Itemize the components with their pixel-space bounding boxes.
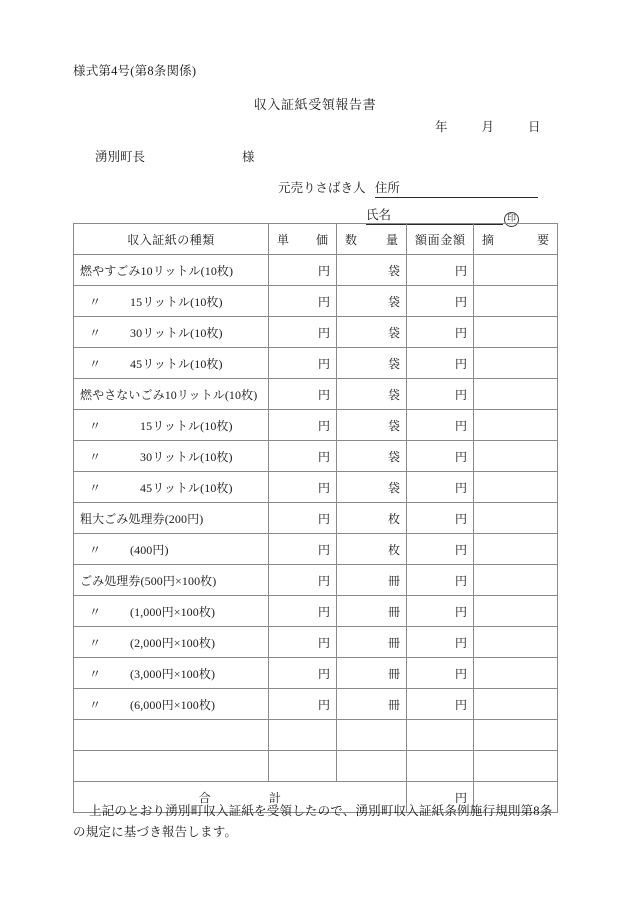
cell-unit-price[interactable]: 円 [269,317,337,348]
cell-face-amount[interactable]: 円 [407,689,474,720]
ditto-mark: 〃 [88,604,102,619]
form-number: 様式第4号(第8条関係) [73,64,197,78]
table-row [74,441,558,472]
cell-remarks[interactable] [474,286,558,317]
cell-quantity[interactable] [337,751,407,782]
cell-remarks[interactable] [474,472,558,503]
cell-kind [74,720,269,751]
cell-unit-price[interactable] [269,720,337,751]
ditto-mark: 〃 [88,480,102,495]
table-row [74,410,558,441]
table-row [74,503,558,534]
ditto-mark: 〃 [88,418,102,433]
cell-quantity[interactable]: 袋 [337,410,407,441]
table-row [74,627,558,658]
ditto-mark: 〃 [88,697,102,712]
seller-name-field[interactable] [366,205,503,225]
cell-unit-price[interactable]: 円 [269,410,337,441]
cell-remarks[interactable] [474,534,558,565]
header-face-amount: 額面金額 [407,224,474,255]
kind-label: 粗大ごみ処理券(200円) [80,511,204,526]
cell-kind [74,348,269,379]
cell-quantity[interactable]: 袋 [337,317,407,348]
cell-kind [74,658,269,689]
table-row [74,348,558,379]
cell-quantity[interactable]: 冊 [337,627,407,658]
cell-quantity[interactable]: 袋 [337,379,407,410]
cell-unit-price[interactable]: 円 [269,503,337,534]
seal-icon: 印 [504,212,519,227]
ditto-mark: 〃 [88,666,102,681]
kind-label: 45リットル(10枚) [130,356,223,371]
cell-unit-price[interactable]: 円 [269,286,337,317]
date-year-label: 年 [435,120,448,134]
header-kind: 収入証紙の種類 [74,224,269,255]
table-row [74,596,558,627]
seller-address-label: 住所 [374,181,400,195]
cell-remarks[interactable] [474,441,558,472]
table-row [74,720,558,751]
seller-name-label: 氏名 [366,208,392,222]
kind-label: (3,000円×100枚) [130,666,216,681]
document-title: 収入証紙受領報告書 [253,97,377,112]
cell-kind [74,317,269,348]
cell-unit-price[interactable]: 円 [269,441,337,472]
cell-kind [74,565,269,596]
date-month-label: 月 [481,120,495,134]
header-unit-price: 単価 [269,224,337,255]
table-row [74,286,558,317]
cell-quantity[interactable]: 袋 [337,286,407,317]
cell-face-amount[interactable] [407,751,474,782]
cell-unit-price[interactable]: 円 [269,379,337,410]
cell-face-amount[interactable]: 円 [407,379,474,410]
table-header-row [74,224,558,255]
seller-address-field[interactable] [375,178,538,198]
cell-kind [74,410,269,441]
ditto-mark: 〃 [88,356,102,371]
table-row [74,689,558,720]
cell-unit-price[interactable]: 円 [269,348,337,379]
cell-remarks[interactable] [474,255,558,286]
cell-remarks[interactable] [474,503,558,534]
table-row [74,255,558,286]
cell-face-amount[interactable]: 円 [407,410,474,441]
cell-kind [74,503,269,534]
cell-kind [74,596,269,627]
total-label-b: 計 [269,790,282,805]
kind-label: 燃やすごみ10リットル(10枚) [80,263,234,278]
cell-unit-price[interactable]: 円 [269,255,337,286]
cell-kind [74,751,269,782]
cell-face-amount[interactable]: 円 [407,503,474,534]
kind-label: 15リットル(10枚) [130,294,223,309]
header-quantity: 数量 [337,224,407,255]
kind-label: (6,000円×100枚) [130,697,216,712]
revenue-stamp-table [73,223,558,813]
cell-remarks[interactable] [474,410,558,441]
ditto-mark: 〃 [88,542,102,557]
header-remarks: 摘要 [474,224,558,255]
cell-kind [74,379,269,410]
cell-quantity[interactable]: 袋 [337,255,407,286]
total-amount[interactable]: 円 [407,782,474,813]
cell-remarks[interactable] [474,317,558,348]
table-row [74,472,558,503]
cell-quantity[interactable]: 冊 [337,689,407,720]
cell-face-amount[interactable]: 円 [407,441,474,472]
cell-unit-price[interactable]: 円 [269,596,337,627]
cell-remarks[interactable] [474,565,558,596]
cell-remarks[interactable] [474,658,558,689]
cell-remarks[interactable] [474,751,558,782]
kind-label: (400円) [130,542,169,557]
cell-remarks[interactable] [474,689,558,720]
cell-face-amount[interactable]: 円 [407,286,474,317]
table-row [74,565,558,596]
ditto-mark: 〃 [88,325,102,340]
date-day-label: 日 [528,120,541,134]
seller-address-line [278,178,538,198]
kind-label: ごみ処理券(500円×100枚) [80,573,217,588]
cell-remarks[interactable] [474,627,558,658]
cell-quantity[interactable]: 袋 [337,441,407,472]
kind-label: 30リットル(10枚) [140,449,233,464]
table-row [74,317,558,348]
cell-kind [74,627,269,658]
ditto-mark: 〃 [88,294,102,309]
cell-kind [74,255,269,286]
cell-face-amount[interactable]: 円 [407,472,474,503]
table-row [74,379,558,410]
table-row [74,751,558,782]
cell-face-amount[interactable]: 円 [407,317,474,348]
cell-unit-price[interactable]: 円 [269,534,337,565]
addressee-honorific: 様 [242,150,255,164]
cell-kind [74,441,269,472]
cell-quantity[interactable]: 袋 [337,472,407,503]
seller-role-label: 元売りさばき人 [278,181,366,195]
cell-quantity[interactable] [337,720,407,751]
cell-face-amount[interactable]: 円 [407,255,474,286]
cell-kind [74,689,269,720]
cell-quantity[interactable]: 袋 [337,348,407,379]
cell-quantity[interactable]: 枚 [337,503,407,534]
cell-unit-price[interactable]: 円 [269,627,337,658]
cell-face-amount[interactable]: 円 [407,348,474,379]
cell-unit-price[interactable]: 円 [269,565,337,596]
addressee-line [95,147,255,165]
cell-face-amount[interactable]: 円 [407,534,474,565]
kind-label: (1,000円×100枚) [130,604,216,619]
cell-remarks[interactable] [474,379,558,410]
cell-face-amount[interactable] [407,720,474,751]
total-label-a: 合 [198,790,211,805]
cell-quantity[interactable]: 冊 [337,596,407,627]
kind-label: 45リットル(10枚) [140,480,233,495]
kind-label: (2,000円×100枚) [130,635,216,650]
cell-unit-price[interactable]: 円 [269,689,337,720]
cell-quantity[interactable]: 枚 [337,534,407,565]
kind-label: 15リットル(10枚) [140,418,233,433]
cell-face-amount[interactable]: 円 [407,565,474,596]
cell-quantity[interactable]: 冊 [337,658,407,689]
addressee-name: 湧別町長 [95,150,146,164]
cell-remarks[interactable] [474,348,558,379]
cell-unit-price[interactable] [269,751,337,782]
ditto-mark: 〃 [88,635,102,650]
date-line [435,117,541,135]
cell-face-amount[interactable]: 円 [407,596,474,627]
cell-kind [74,534,269,565]
table-row [74,658,558,689]
kind-label: 燃やさないごみ10リットル(10枚) [80,387,258,402]
cell-kind [74,472,269,503]
ditto-mark: 〃 [88,449,102,464]
cell-remarks[interactable] [474,596,558,627]
cell-remarks[interactable] [474,720,558,751]
cell-unit-price[interactable]: 円 [269,472,337,503]
footer-note: 上記のとおり湧別町収入証紙を受領したので、湧別町収入証紙条例施行規則第8条の規定に基づき報告します。 [73,804,553,839]
cell-face-amount[interactable]: 円 [407,658,474,689]
cell-unit-price[interactable]: 円 [269,658,337,689]
cell-quantity[interactable]: 冊 [337,565,407,596]
kind-label: 30リットル(10枚) [130,325,223,340]
cell-kind [74,286,269,317]
table-row [74,534,558,565]
cell-face-amount[interactable]: 円 [407,627,474,658]
